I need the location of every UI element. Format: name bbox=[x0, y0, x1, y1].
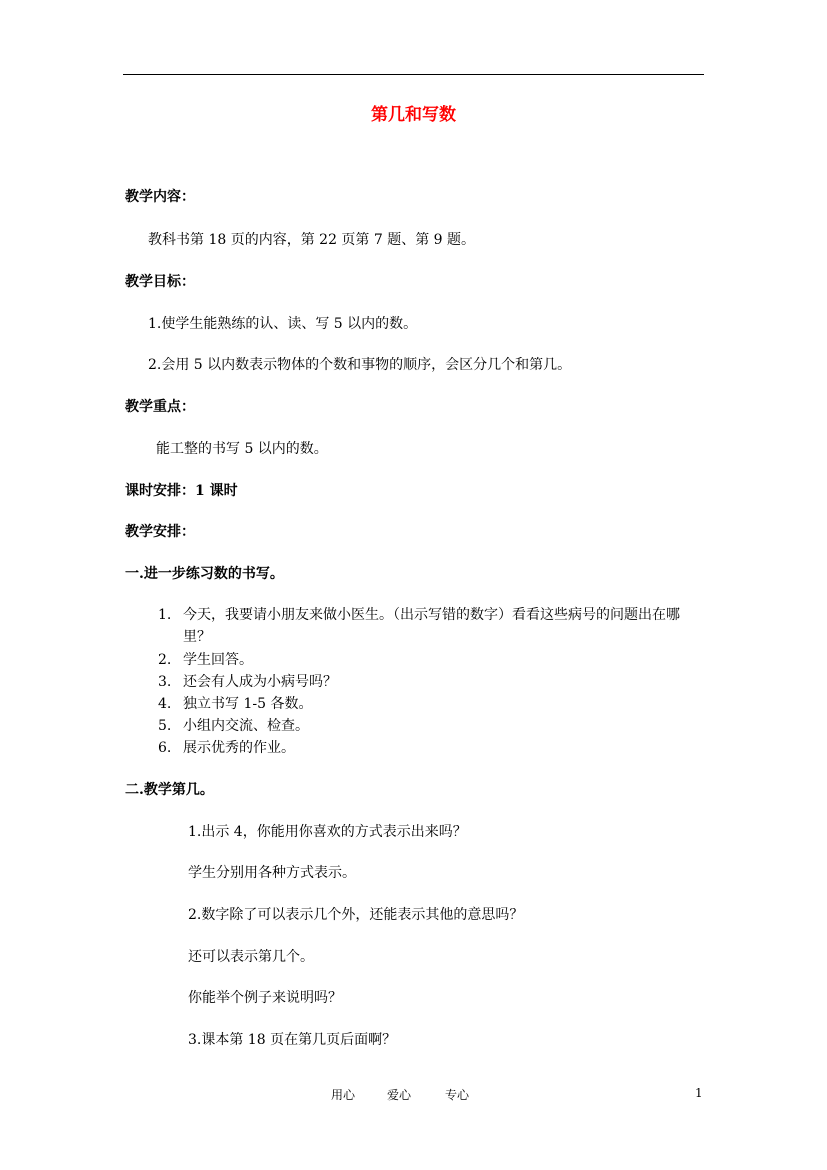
part2-heading: 二.教学第几。 bbox=[125, 782, 214, 798]
goal-1: 1.使学生能熟练的认、读、写 5 以内的数。 bbox=[148, 316, 418, 332]
list-text: 独立书写 1-5 各数。 bbox=[183, 696, 313, 712]
list-item bbox=[158, 649, 253, 669]
arrangement-heading: 教学安排： bbox=[125, 524, 195, 540]
part2-line: 学生分别用各种方式表示。 bbox=[188, 865, 356, 881]
list-item bbox=[158, 671, 337, 691]
list-item-continuation: 里？ bbox=[183, 629, 211, 645]
list-item bbox=[158, 604, 680, 624]
header-rule bbox=[123, 74, 704, 75]
content-heading: 教学内容： bbox=[125, 189, 195, 205]
part2-line: 1.出示 4，你能用你喜欢的方式表示出来吗？ bbox=[188, 824, 467, 840]
schedule: 课时安排：1 课时 bbox=[125, 483, 238, 499]
footer-slogan-3: 专心 bbox=[445, 1088, 470, 1102]
goals-heading: 教学目标： bbox=[125, 274, 195, 290]
list-text: 展示优秀的作业。 bbox=[183, 740, 295, 756]
list-number: 5. bbox=[158, 718, 172, 734]
list-number: 3. bbox=[158, 674, 172, 690]
list-text: 学生回答。 bbox=[183, 652, 253, 668]
list-number: 1. bbox=[158, 607, 172, 623]
focus-heading: 教学重点： bbox=[125, 399, 195, 415]
list-number: 6. bbox=[158, 740, 172, 756]
part2-line: 2.数字除了可以表示几个外，还能表示其他的意思吗？ bbox=[188, 907, 524, 923]
list-text: 还会有人成为小病号吗？ bbox=[183, 674, 337, 690]
content-text: 教科书第 18 页的内容，第 22 页第 7 题、第 9 题。 bbox=[148, 232, 476, 248]
focus-text: 能工整的书写 5 以内的数。 bbox=[156, 441, 328, 457]
page-title: 第几和写数 bbox=[371, 105, 456, 125]
part2-line: 你能举个例子来说明吗？ bbox=[188, 990, 342, 1006]
footer-slogan-2: 爱心 bbox=[387, 1088, 412, 1102]
list-number: 4. bbox=[158, 696, 172, 712]
list-number: 2. bbox=[158, 652, 172, 668]
page-number: 1 bbox=[695, 1086, 703, 1100]
part2-line: 3.课本第 18 页在第几页后面啊？ bbox=[188, 1032, 397, 1048]
goal-2: 2.会用 5 以内数表示物体的个数和事物的顺序，会区分几个和第几。 bbox=[148, 357, 572, 373]
footer-slogan-1: 用心 bbox=[331, 1088, 356, 1102]
part1-heading: 一.进一步练习数的书写。 bbox=[125, 566, 284, 582]
list-text: 小组内交流、检查。 bbox=[183, 718, 309, 734]
list-item bbox=[158, 737, 295, 757]
part2-line: 还可以表示第几个。 bbox=[188, 949, 314, 965]
list-item bbox=[158, 693, 312, 713]
list-item bbox=[158, 715, 309, 735]
list-text: 今天，我要请小朋友来做小医生。（出示写错的数字）看看这些病号的问题出在哪 bbox=[183, 607, 680, 623]
